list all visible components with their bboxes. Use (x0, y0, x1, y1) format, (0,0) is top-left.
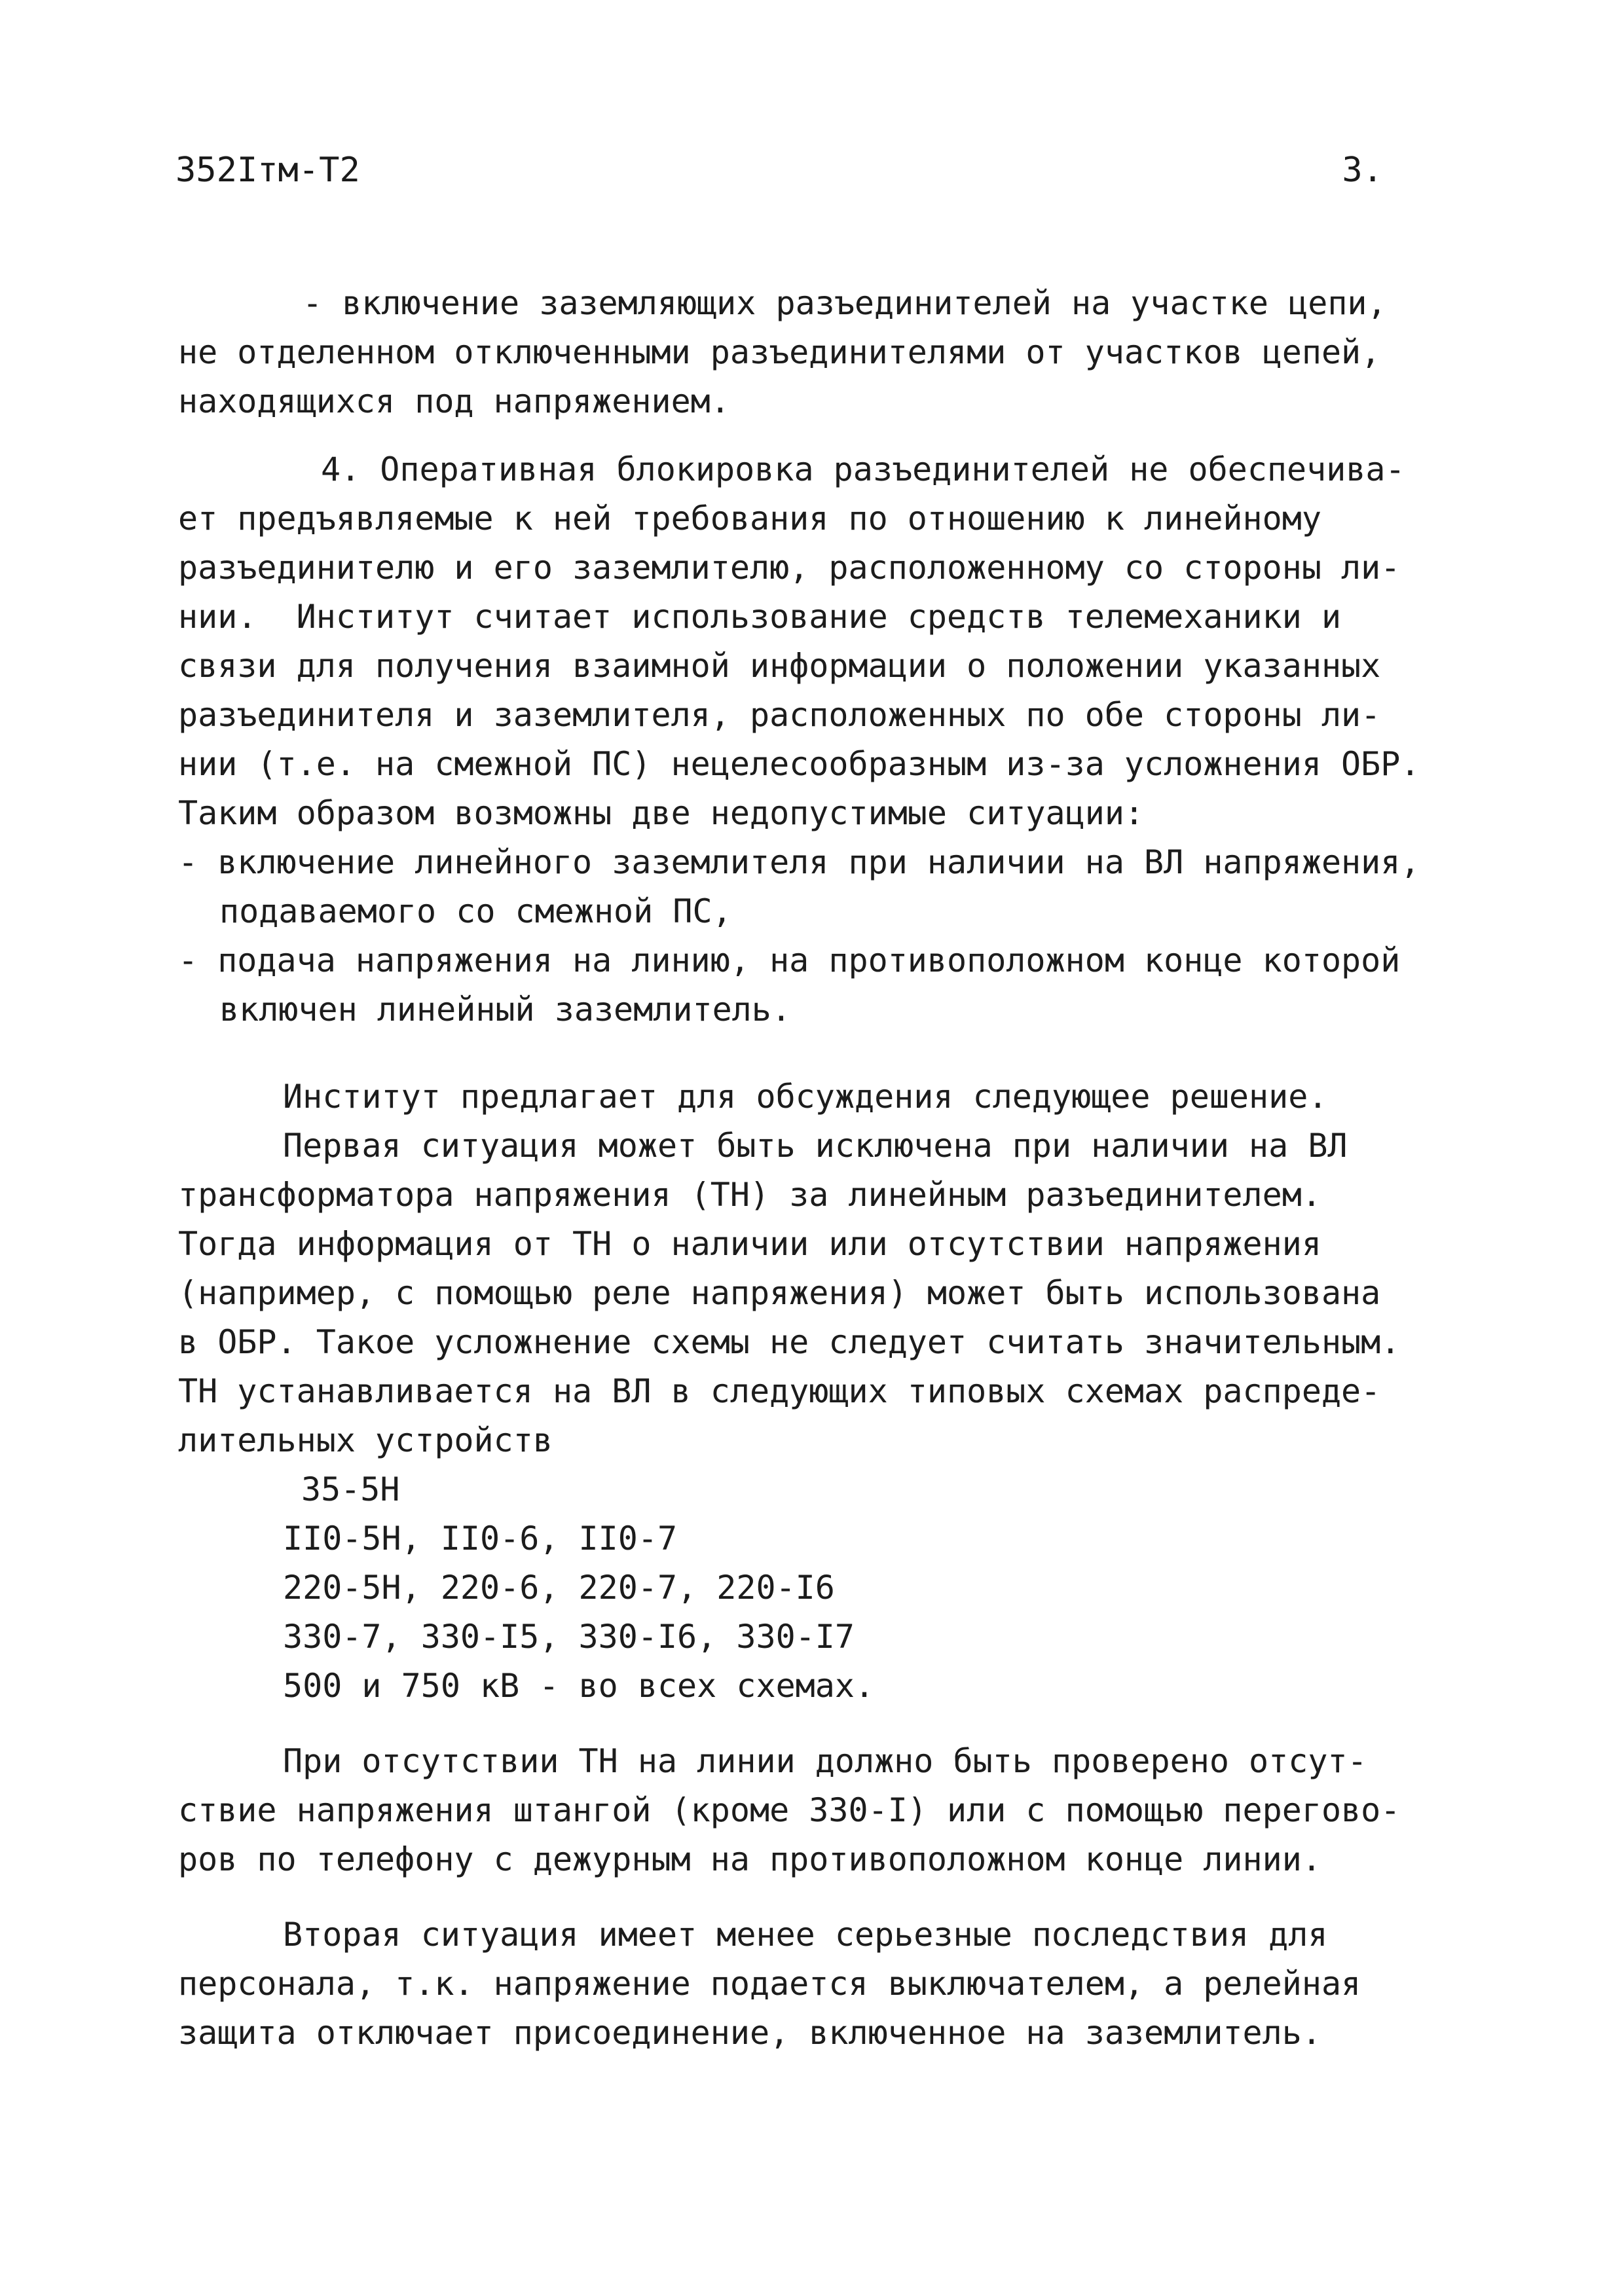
text-line: 4. Оперативная блокировка разъединителей не обеспечива- (321, 450, 1405, 488)
text-line: Таким образом возможны две недопустимые ситуации: (178, 794, 1145, 832)
text-line: трансформатора напряжения (ТН) за линейным разъединителем. (178, 1176, 1321, 1214)
text-line: - подача напряжения на линию, на противоположном конце которой (178, 941, 1401, 979)
text-line: в ОБР. Такое усложнение схемы не следует считать значительным. (178, 1323, 1401, 1361)
text-line: ствие напряжения штангой (кроме 330-I) или с помощью перегово- (178, 1791, 1401, 1829)
list-item: 35-5Н (301, 1470, 400, 1508)
text-line: Институт предлагает для обсуждения следующее решение. (283, 1078, 1328, 1116)
text-line: лительных устройств (178, 1421, 553, 1459)
text-line: подаваемого со смежной ПС, (219, 892, 732, 930)
text-line: не отделенном отключенными разъединителями от участков цепей, (178, 333, 1381, 371)
list-item: II0-5Н, II0-6, II0-7 (283, 1520, 678, 1558)
text-line: Вторая ситуация имеет менее серьезные последствия для (283, 1916, 1328, 1954)
text-line: разъединителя и заземлителя, расположенных по обе стороны ли- (178, 696, 1381, 734)
text-line: нии. Институт считает использование средств телемеханики и (178, 598, 1342, 636)
text-line: - включение заземляющих разъединителей на участке цепи, (303, 284, 1387, 322)
text-line: ет предъявляемые к ней требования по отношению к линейному (178, 500, 1321, 538)
list-item: 330-7, 330-I5, 330-I6, 330-I7 (283, 1618, 855, 1656)
list-item: 500 и 750 кВ - во всех схемах. (283, 1667, 875, 1705)
text-line: разъединителю и его заземлителю, расположенному со стороны ли- (178, 549, 1401, 587)
text-line: Тогда информация от ТН о наличии или отсутствии напряжения (178, 1225, 1321, 1263)
list-item: 220-5Н, 220-6, 220-7, 220-I6 (283, 1569, 835, 1607)
text-line: При отсутствии ТН на линии должно быть проверено отсут- (283, 1742, 1367, 1780)
text-line: ТН устанавливается на ВЛ в следующих типовых схемах распреде- (178, 1372, 1381, 1410)
text-line: Первая ситуация может быть исключена при наличии на ВЛ (283, 1127, 1348, 1165)
text-line: защита отключает присоединение, включенное на заземлитель. (178, 2014, 1321, 2052)
text-line: - включение линейного заземлителя при наличии на ВЛ напряжения, (178, 843, 1420, 881)
text-line: персонала, т.к. напряжение подается выключателем, а релейная (178, 1965, 1361, 2003)
text-line: связи для получения взаимной информации о положении указанных (178, 647, 1381, 685)
text-line: ров по телефону с дежурным на противоположном конце линии. (178, 1840, 1321, 1878)
text-line: находящихся под напряжением. (178, 382, 730, 420)
page-number: 3. (1342, 151, 1383, 190)
text-line: включен линейный заземлитель. (219, 991, 791, 1029)
document-code: 352Iтм-Т2 (175, 151, 360, 190)
text-line: (например, с помощью реле напряжения) может быть использована (178, 1274, 1381, 1312)
text-line: нии (т.е. на смежной ПС) нецелесообразным из-за усложнения ОБР. (178, 745, 1420, 783)
